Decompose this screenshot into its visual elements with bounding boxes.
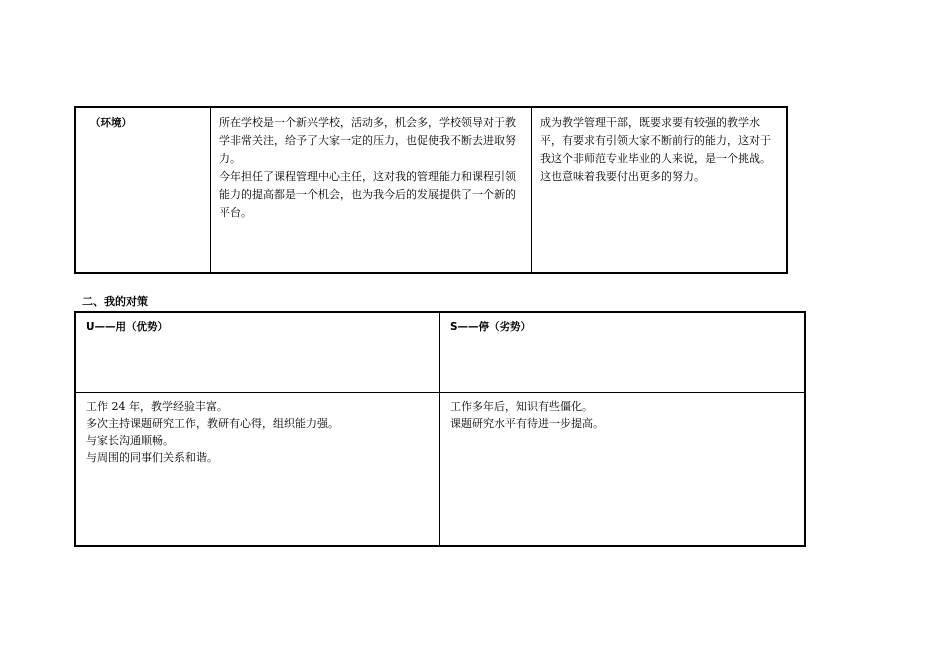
environment-label: （环境） [90, 117, 132, 129]
opportunity-paragraph-1: 所在学校是一个新兴学校，活动多，机会多，学校领导对于教学非常关注，给予了大家一定的压力，也促使我不断去进取努力。 [219, 116, 516, 165]
weaknesses-header: S——停（劣势） [440, 313, 804, 393]
strengths-header: U——用（优势） [76, 313, 440, 393]
strength-line: 与家长沟通顺畅。 [86, 434, 174, 447]
strengths-cell [76, 393, 440, 545]
opportunity-paragraph-2: 今年担任了课程管理中心主任，这对我的管理能力和课程引领能力的提高都是一个机会，也为我今后的发展提供了一个新的平台。 [219, 170, 516, 219]
weaknesses-cell [440, 393, 804, 545]
weakness-line: 工作多年后，知识有些僵化。 [450, 400, 593, 413]
strength-line: 多次主持课题研究工作，教研有心得，组织能力强。 [86, 417, 339, 430]
opportunity-cell [211, 108, 532, 272]
environment-label-cell [76, 108, 211, 272]
strategy-table [74, 311, 806, 547]
strength-line: 与周围的同事们关系和谐。 [86, 451, 218, 464]
strength-line: 工作 24 年，教学经验丰富。 [86, 400, 228, 413]
threat-cell [532, 108, 786, 272]
weakness-line: 课题研究水平有待进一步提高。 [450, 417, 604, 430]
section-title: 二、我的对策 [82, 295, 148, 308]
threat-paragraph: 成为教学管理干部，既要求要有较强的教学水平，有要求有引领大家不断前行的能力，这对于我这个非师范专业毕业的人来说，是一个挑战。这也意味着我要付出更多的努力。 [540, 116, 771, 183]
environment-table [74, 106, 788, 274]
